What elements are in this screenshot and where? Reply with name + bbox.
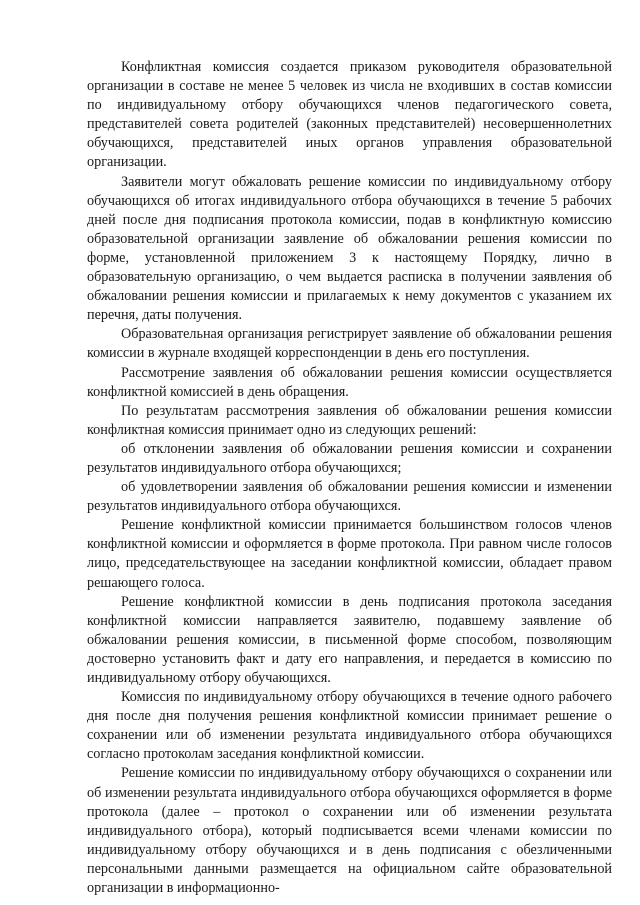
paragraph-decision-reject: об отклонении заявления об обжаловании решения комиссии и сохранении результатов индивидуального отбора обучающихся;	[87, 440, 612, 476]
paragraph-appeal-registration: Образовательная организация регистрирует заявление об обжаловании решения комиссии в журнале входящей корреспонденции в день его поступления.	[87, 326, 612, 362]
paragraph-appeal-review: Рассмотрение заявления об обжаловании решения комиссии осуществляется конфликтной комиссией в день обращения.	[87, 364, 612, 400]
paragraph-decision-delivery: Решение конфликтной комиссии в день подписания протокола заседания конфликтной комиссии направляется заявителю, подавшему заявление об обжаловании решения комиссии, в письменной форме способом, позволяющим достоверно установить факт и дату его направления, и передается в комиссию по индивидуальному отбору обучающихся.	[87, 593, 612, 686]
paragraph-commission-composition: Конфликтная комиссия создается приказом руководителя образовательной организации в составе не менее 5 человек из числа не входивших в состав комиссии по индивидуальному отбору обучающихся членов педагогического совета, представителей совета родителей (законных представителей) несовершеннолетних обучающихся, представителей иных органов управления образовательной организации.	[87, 59, 612, 171]
paragraph-appeal-right: Заявители могут обжаловать решение комиссии по индивидуальному отбору обучающихся об итогах индивидуального отбора обучающихся в течение 5 рабочих дней после дня подписания протокола комиссии, подав в конфликтную комиссию образовательной организации заявление об обжаловании решения комиссии по форме, установленной приложением 3 к настоящему Порядку, лично в образовательную организацию, о чем выдается расписка в получении заявления об обжаловании решения комиссии и прилагаемых к нему документов с указанием их перечня, даты получения.	[87, 173, 612, 324]
paragraph-protocol-publication: Решение комиссии по индивидуальному отбору обучающихся о сохранении или об изменении результата индивидуального отбора обучающихся оформляется в форме протокола (далее – протокол о сохранении или об изменении результата индивидуального отбора), который подписывается всеми членами комиссии по индивидуальному отбору обучающихся и в день подписания с обезличенными персональными данными размещается на официальном сайте образовательной организации в информационно-	[87, 765, 612, 897]
paragraph-commission-action: Комиссия по индивидуальному отбору обучающихся в течение одного рабочего дня после дня получения решения конфликтной комиссии принимает решение о сохранении или об изменении результата индивидуального отбора обучающихся согласно протоколам заседания конфликтной комиссии.	[87, 689, 612, 763]
document-body	[87, 58, 612, 898]
paragraph-review-results: По результатам рассмотрения заявления об обжаловании решения комиссии конфликтная комиссия принимает одно из следующих решений:	[87, 402, 612, 438]
paragraph-decision-satisfy: об удовлетворении заявления об обжаловании решения комиссии и изменении результатов индивидуального отбора обучающихся.	[87, 479, 612, 515]
paragraph-voting: Решение конфликтной комиссии принимается большинством голосов членов конфликтной комиссии и оформляется в форме протокола. При равном числе голосов лицо, председательствующее на заседании конфликтной комиссии, обладает правом решающего голоса.	[87, 517, 612, 591]
